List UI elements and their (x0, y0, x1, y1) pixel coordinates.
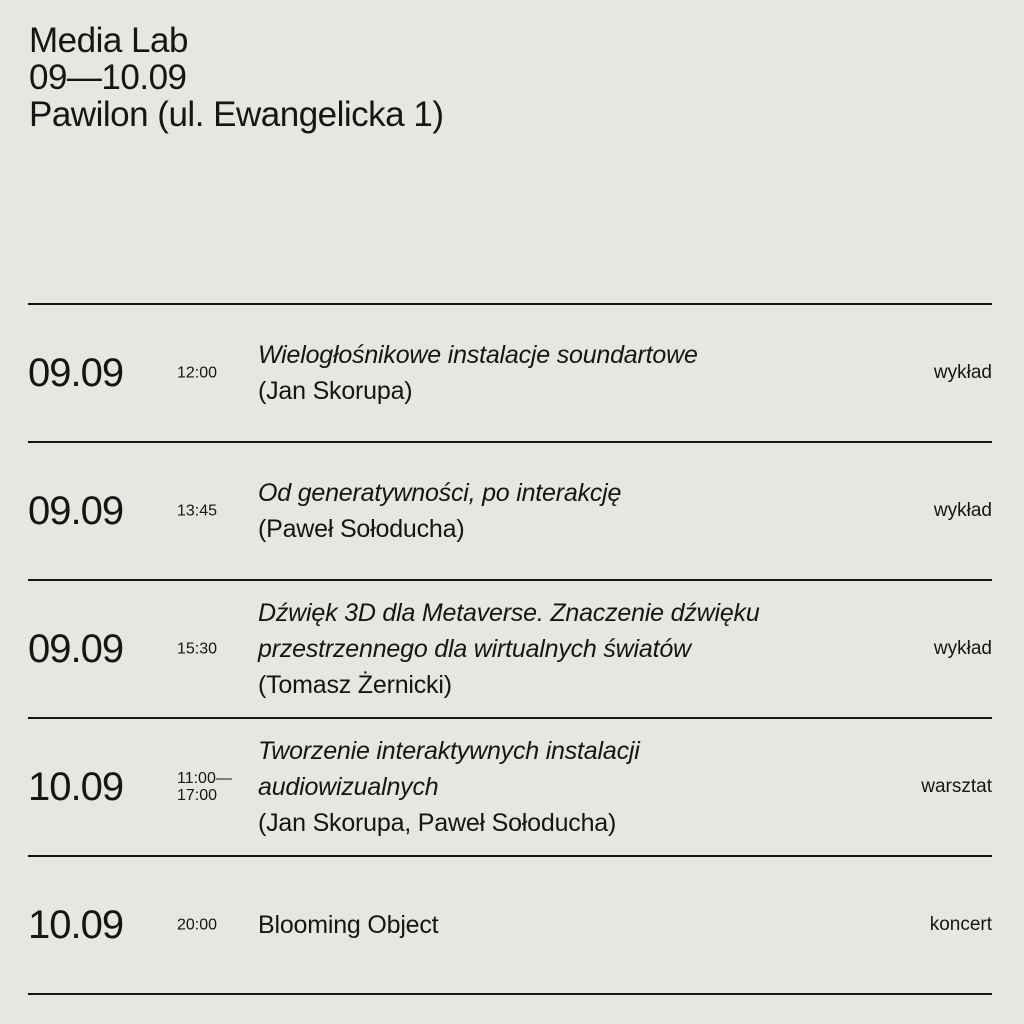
event-time: 15:30 (177, 640, 218, 658)
event-type: wykład (933, 362, 992, 383)
schedule-row (28, 855, 992, 995)
event-type: warsztat (921, 776, 992, 797)
event-title-block (258, 337, 898, 409)
event-date: 09.09 (28, 489, 124, 533)
event-title: Dźwięk 3D dla Metaverse. Znaczenie dźwięku przestrzennego dla wirtualnych światów (258, 599, 760, 663)
event-time: 20:00 (177, 916, 218, 934)
schedule-row (28, 303, 992, 441)
date-range: 09—10.09 (29, 58, 187, 97)
event-title: Wielogłośnikowe instalacje soundartowe (258, 341, 698, 369)
event-title-block (258, 907, 898, 943)
event-time: 12:00 (177, 364, 218, 382)
event-type: koncert (929, 914, 992, 935)
event-speakers: (Paweł Sołoducha) (258, 515, 465, 543)
event-title: Tworzenie interaktywnych instalacji audiowizualnych (258, 737, 640, 801)
event-time: 11:00— 17:00 (177, 770, 232, 804)
event-speakers: (Jan Skorupa, Paweł Sołoducha) (258, 809, 617, 837)
event-date: 10.09 (28, 765, 124, 809)
event-speakers: (Tomasz Żernicki) (258, 671, 452, 699)
event-title: Od generatywności, po interakcję (258, 479, 622, 507)
event-speakers: (Jan Skorupa) (258, 377, 413, 405)
event-title-block (258, 595, 898, 703)
event-header (29, 22, 443, 133)
event-title-block (258, 733, 898, 841)
event-title-block (258, 475, 898, 547)
venue-name: Media Lab (29, 21, 188, 60)
event-time: 13:45 (177, 502, 218, 520)
event-type: wykład (933, 500, 992, 521)
schedule-row (28, 717, 992, 855)
schedule-row (28, 579, 992, 717)
event-date: 09.09 (28, 351, 124, 395)
location: Pawilon (ul. Ewangelicka 1) (29, 95, 444, 134)
event-date: 09.09 (28, 627, 124, 671)
event-type: wykład (933, 638, 992, 659)
schedule-row (28, 441, 992, 579)
event-title: Blooming Object (258, 911, 439, 939)
event-date: 10.09 (28, 903, 124, 947)
schedule-table (28, 303, 992, 995)
